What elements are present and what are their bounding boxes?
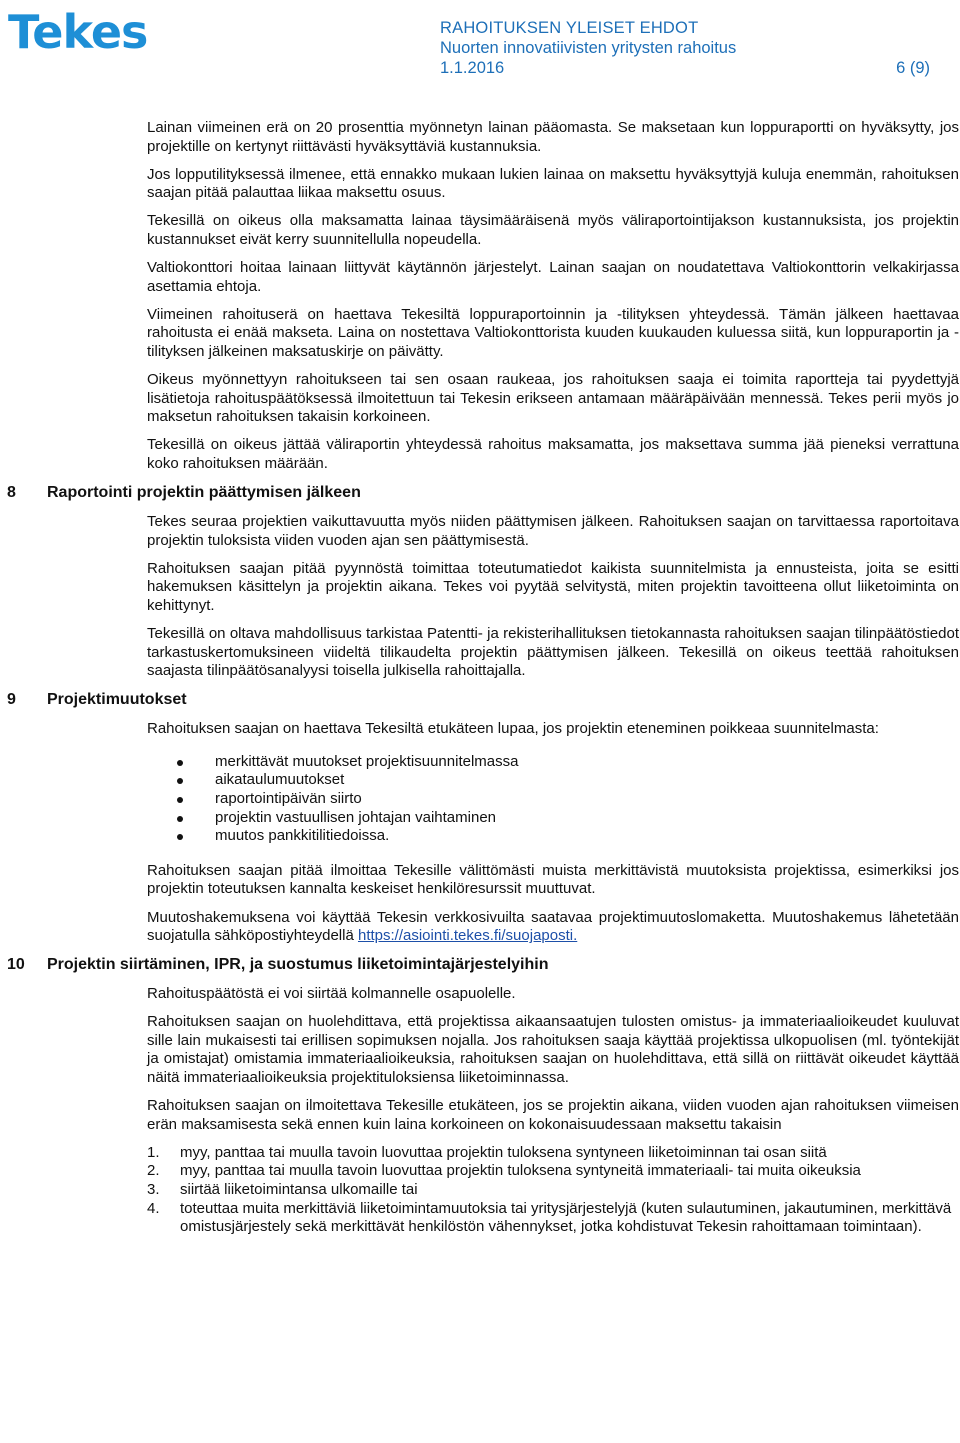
document-body	[7, 119, 959, 1237]
section-9-heading	[7, 690, 959, 710]
document-date: 1.1.2016	[440, 59, 505, 77]
paragraph: Tekesillä on oikeus jättää väliraportin yhteydessä rahoitus maksamatta, jos maksettava summa jää pieneksi verrattuna koko rahoituksen määrään.	[147, 436, 959, 472]
paragraph: Jos lopputilityksessä ilmenee, että ennakko mukaan lukien lainaa on maksettu hyväksyttyjä kuluja enemmän, rahoituksen saajan pitää palauttaa liikaa maksettu osuus.	[147, 165, 959, 202]
list-item: projektin vastuullisen johtajan vaihtaminen	[177, 809, 959, 828]
list-item: muutos pankkitilitiedoissa.	[177, 827, 959, 846]
paragraph: Viimeinen rahoituserä on haettava Tekesiltä loppuraportoinnin ja -tilityksen yhteydessä. Tämän jälkeen haettavaa rahoitusta ei enää makseta. Laina on nostettava Valtiokonttorista kuuden kuukauden kuluessa siitä, kun loppuraportin ja -tilityksen jälkeinen maksatuskirje on päivätty.	[147, 305, 959, 360]
section-title: Projektin siirtäminen, IPR, ja suostumus liiketoimintajärjestelyihin	[47, 956, 549, 974]
list-item: 4. toteuttaa muita merkittäviä liiketoimintamuutoksia tai yritysjärjestelyjä (kuten sulautuminen, jakautuminen, merkittävä omistusjärjestely sekä merkittävät henkilöstön vähennykset, jotka kohdistuvat Tekesin rahoittamaan toimintaan).	[147, 1199, 952, 1236]
bullet-icon	[177, 797, 183, 803]
paragraph: Muutoshakemuksena voi käyttää Tekesin verkkosivuilta saatavaa projektimuutoslomaketta. Muutoshakemus lähetetään suojatulla sähköpostiyhteydellä https://asiointi.tekes.fi/suojaposti.	[147, 908, 959, 945]
document-header	[440, 18, 930, 78]
list-item: aikataulumuutokset	[177, 771, 959, 790]
section-8-heading	[7, 483, 959, 503]
paragraph: Rahoituksen saajan on haettava Tekesiltä etukäteen lupaa, jos projektin eteneminen poikkeaa suunnitelmasta:	[147, 720, 879, 738]
paragraph: Rahoituspäätöstä ei voi siirtää kolmannelle osapuolelle.	[147, 985, 516, 1003]
paragraph: Tekesillä on oltava mahdollisuus tarkistaa Patentti- ja rekisterihallituksen tietokannasta rahoituksen saajan tilinpäätöstiedot tarkastuskertomuksineen viideltä tilikaudelta projektin päättymisen jälkeen. Tekesillä on oikeus teettää rahoituksen saajasta tilinpäätösanalyysi toisella julkisella rahoittajalla.	[147, 624, 959, 680]
section-number: 10	[7, 956, 25, 974]
section-10-heading	[7, 955, 959, 975]
paragraph: Rahoituksen saajan on huolehdittava, että projektissa aikaansaatujen tulosten omistus- ja immateriaalioikeudet kuuluvat sille lain mukaisesti tai erillisen sopimuksen nojalla. Jos rahoituksen saaja käyttää projektissa ulkopuolisen (ml. työntekijät ja omistajat) omistamia immateriaalioikeuksia, rahoituksen saajan on huolehdittava, että sillä on riittävät oikeudet käyttää näitä immateriaalioikeuksia projektituloksiensa liiketoiminnassa.	[147, 1013, 959, 1087]
bullet-icon	[177, 834, 183, 840]
bullet-icon	[177, 778, 183, 784]
section-title: Projektimuutokset	[47, 691, 187, 709]
section-number: 9	[7, 691, 16, 709]
section-number: 8	[7, 484, 16, 501]
paragraph: Rahoituksen saajan pitää ilmoittaa Tekesille välittömästi muista merkittävistä muutoksista projektissa, esimerkiksi jos projektin toteutuksen kannalta keskeiset henkilöresurssit muuttuvat.	[147, 861, 959, 898]
header-date-row	[440, 58, 930, 78]
bullet-icon	[177, 760, 183, 766]
bullet-icon	[177, 816, 183, 822]
page-number: 6 (9)	[896, 59, 930, 77]
paragraph: Lainan viimeinen erä on 20 prosenttia myönnetyn lainan pääomasta. Se maksetaan kun loppuraportti on hyväksytty, jos projektille on kertynyt riittävästi hyväksyttäviä kustannuksia.	[147, 119, 959, 155]
suojaposti-link[interactable]: https://asiointi.tekes.fi/suojaposti.	[357, 927, 578, 945]
list-item: 3. siirtää liiketoimintansa ulkomaille tai	[147, 1181, 418, 1199]
list-item: 1. myy, panttaa tai muulla tavoin luovuttaa projektin tuloksena syntyneen liiketoiminnan tai osan siitä	[147, 1143, 827, 1161]
list-item: 2. myy, panttaa tai muulla tavoin luovuttaa projektin tuloksena syntyneitä immateriaali- tai muita oikeuksia	[147, 1162, 861, 1180]
list-item: merkittävät muutokset projektisuunnitelmassa	[177, 753, 959, 772]
list-item: raportointipäivän siirto	[177, 790, 959, 809]
document-subtitle: Nuorten innovatiivisten yritysten rahoitus	[440, 39, 737, 57]
section-title: Raportointi projektin päättymisen jälkeen	[47, 484, 361, 501]
document-title: RAHOITUKSEN YLEISET EHDOT	[440, 19, 699, 37]
paragraph: Tekesillä on oikeus olla maksamatta lainaa täysimääräisenä myös väliraportointijakson kustannuksista, jos projektin kustannukset eivät kerry suunnitellulla nopeudella.	[147, 212, 959, 248]
paragraph: Tekes seuraa projektien vaikuttavuutta myös niiden päättymisen jälkeen. Rahoituksen saajan on tarvittaessa raportoitava projektin tuloksista viiden vuoden ajan sen päättymisestä.	[147, 513, 959, 549]
paragraph: Rahoituksen saajan on ilmoitettava Tekesille etukäteen, jos se projektin aikana, viiden vuoden ajan rahoituksen viimeisen erän maksamisesta sekä ennen kuin laina korkoineen on kokonaisuudessaan maksettu takaisin	[147, 1097, 959, 1133]
tekes-logo: Tekes	[8, 5, 148, 59]
paragraph: Valtiokonttori hoitaa lainaan liittyvät käytännön järjestelyt. Lainan saajan on noudatettava Valtiokonttorin velkakirjassa asettamia ehtoja.	[147, 259, 959, 295]
change-list	[177, 753, 959, 846]
numbered-list	[147, 1144, 959, 1237]
paragraph: Oikeus myönnettyyn rahoitukseen tai sen osaan raukeaa, jos rahoituksen saaja ei toimita raportteja tai pyydettyjä lisätietoja rahoituspäätöksessä ilmoitettuun tai Tekesin erikseen antamaan määräpäivään mennessä. Tekes perii myös jo maksetun rahoituksen takaisin korkoineen.	[147, 371, 959, 426]
paragraph: Rahoituksen saajan pitää pyynnöstä toimittaa toteutumatiedot kaikista suunnitelmista ja ennusteista, joita se esitti hakemuksen käsittelyn ja projektin aikana. Tekes voi pyytää selvitystä, miten projektin tavoitteena ollut liiketoiminta on kehittynyt.	[147, 559, 959, 614]
